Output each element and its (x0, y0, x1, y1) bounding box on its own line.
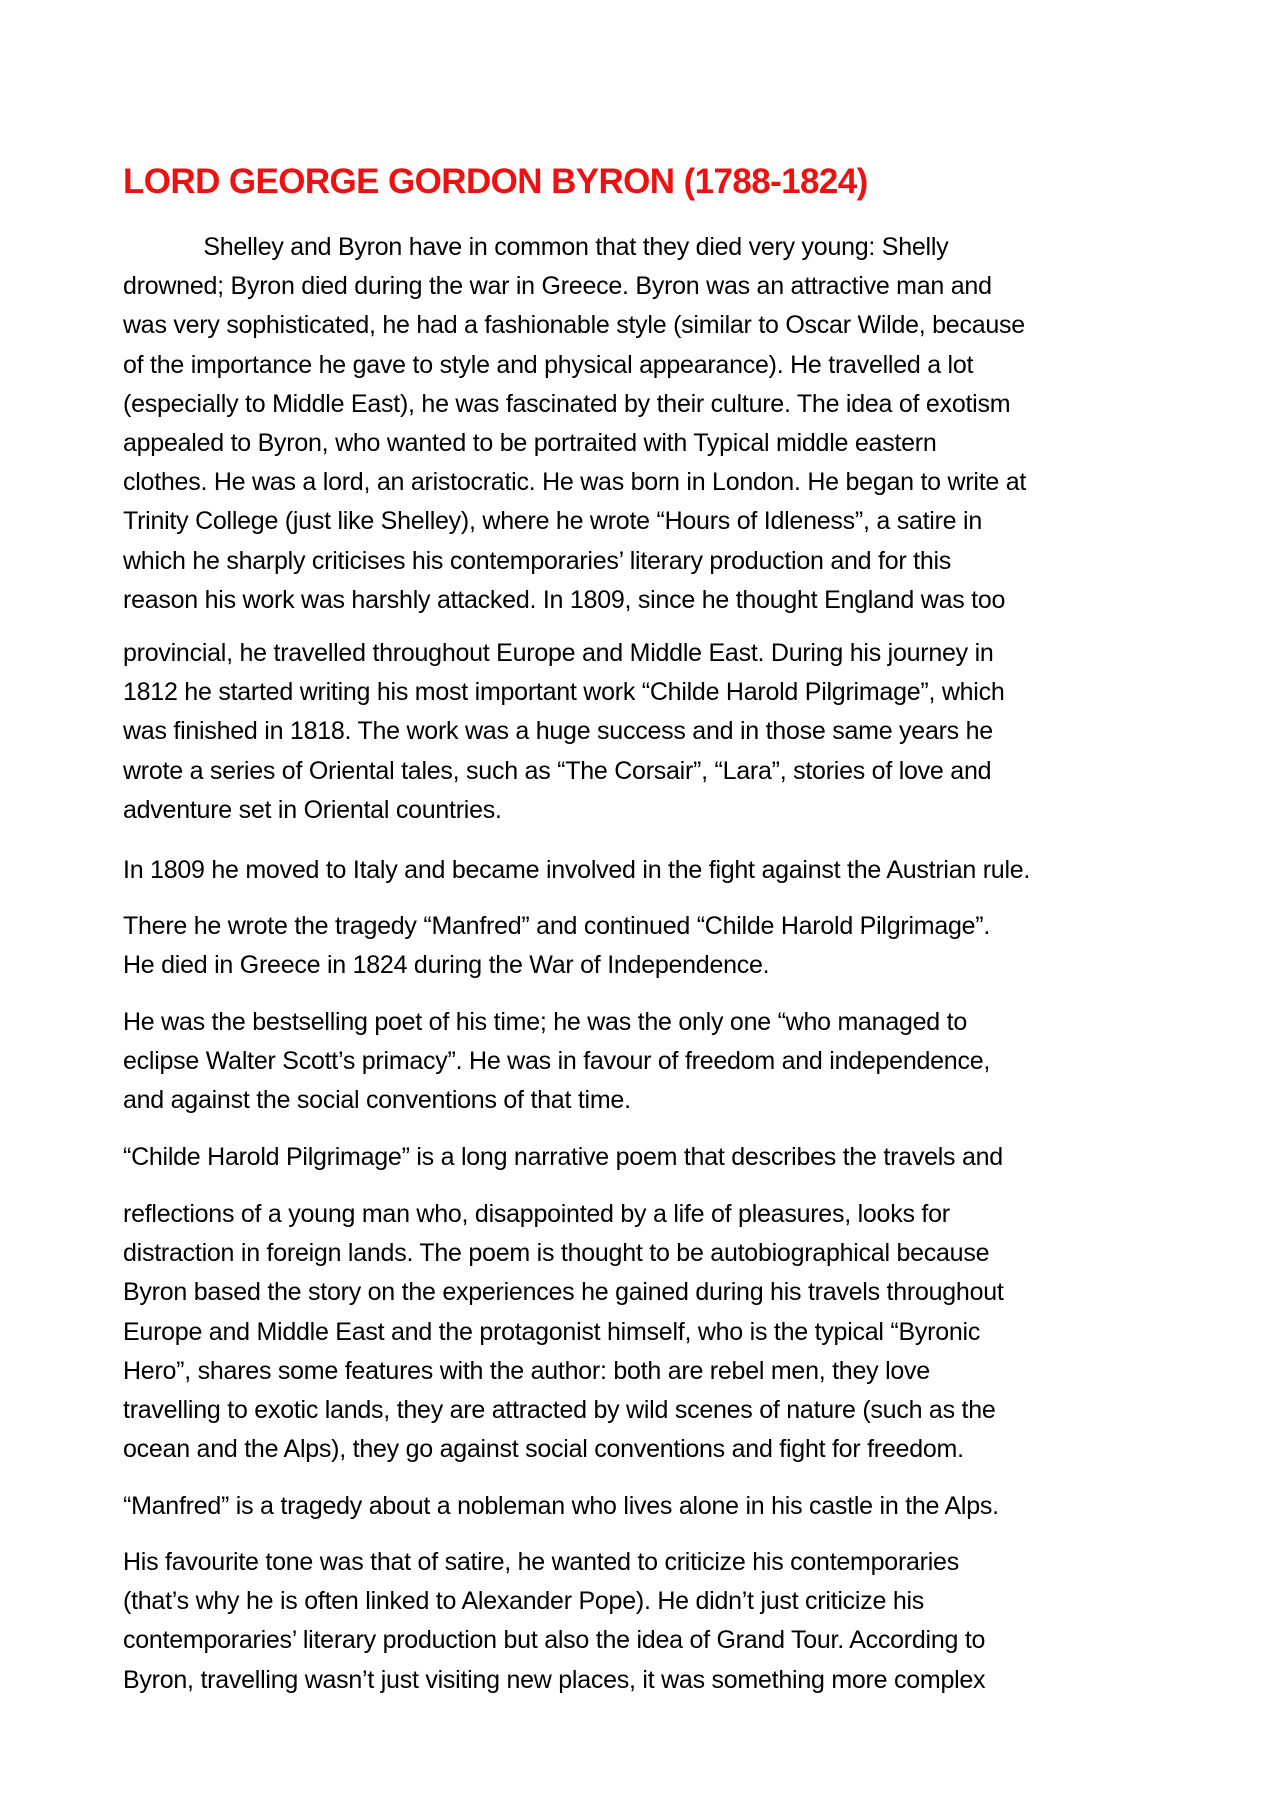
paragraph-childe-harold-intro: “Childe Harold Pilgrimage” is a long narrative poem that describes the travels and (123, 1143, 1003, 1171)
paragraph-satire: His favourite tone was that of satire, he wanted to criticize his contemporaries (that’s why he is often linked to Alexander Pope). He didn’t just criticize his contemporaries’ literary production but also the idea of Grand Tour. According to Byron, travelling wasn’t just visiting new places, it was something more complex (123, 1548, 986, 1694)
paragraph-manfred-and-death: There he wrote the tragedy “Manfred” and continued “Childe Harold Pilgrimage”. He died in Greece in 1824 during the War of Independence. (123, 912, 991, 980)
paragraph-byron-intro: Shelley and Byron have in common that they died very young: Shelly drowned; Byron died during the war in Greece. Byron was an attractive man and was very sophisticated, he had a fashionable style (similar to Oscar Wilde, because of the importance he gave to style and physical appearance). He travelled a lot (especially to Middle East), he was fascinated by their culture. The idea of exotism appealed to Byron, who wanted to be portraited with Typical middle eastern clothes. He was a lord, an aristocratic. He was born in London. He began to write at Trinity College (just like Shelley), where he wrote “Hours of Idleness”, a satire in which he sharply criticises his contemporaries’ literary production and for this reason his work was harshly attacked. In 1809, since he thought England was too (123, 233, 1027, 614)
paragraph-bestselling-poet: He was the bestselling poet of his time; he was the only one “who managed to eclipse Walter Scott’s primacy”. He was in favour of freedom and independence, and against the social conventions of that time. (123, 1008, 991, 1115)
paragraph-move-to-italy: In 1809 he moved to Italy and became involved in the fight against the Austrian rule. (123, 856, 1031, 884)
paragraph-childe-harold-description: reflections of a young man who, disappointed by a life of pleasures, looks for distraction in foreign lands. The poem is thought to be autobiographical because Byron based the story on the experiences he gained during his travels throughout Europe and Middle East and the protagonist himself, who is the typical “Byronic Hero”, shares some features with the author: both are rebel men, they love travelling to exotic lands, they are attracted by wild scenes of nature (such as the ocean and the Alps), they go against social conventions and fight for freedom. (123, 1200, 1004, 1464)
paragraph-manfred-description: “Manfred” is a tragedy about a nobleman who lives alone in his castle in the Alps. (123, 1492, 999, 1520)
paragraph-travels-and-oriental-tales: provincial, he travelled throughout Europe and Middle East. During his journey in 1812 he started writing his most important work “Childe Harold Pilgrimage”, which was finished in 1818. The work was a huge success and in those same years he wrote a series of Oriental tales, such as “The Corsair”, “Lara”, stories of love and adventure set in Oriental countries. (123, 639, 1005, 824)
page-title: LORD GEORGE GORDON BYRON (1788-1824) (123, 162, 868, 201)
